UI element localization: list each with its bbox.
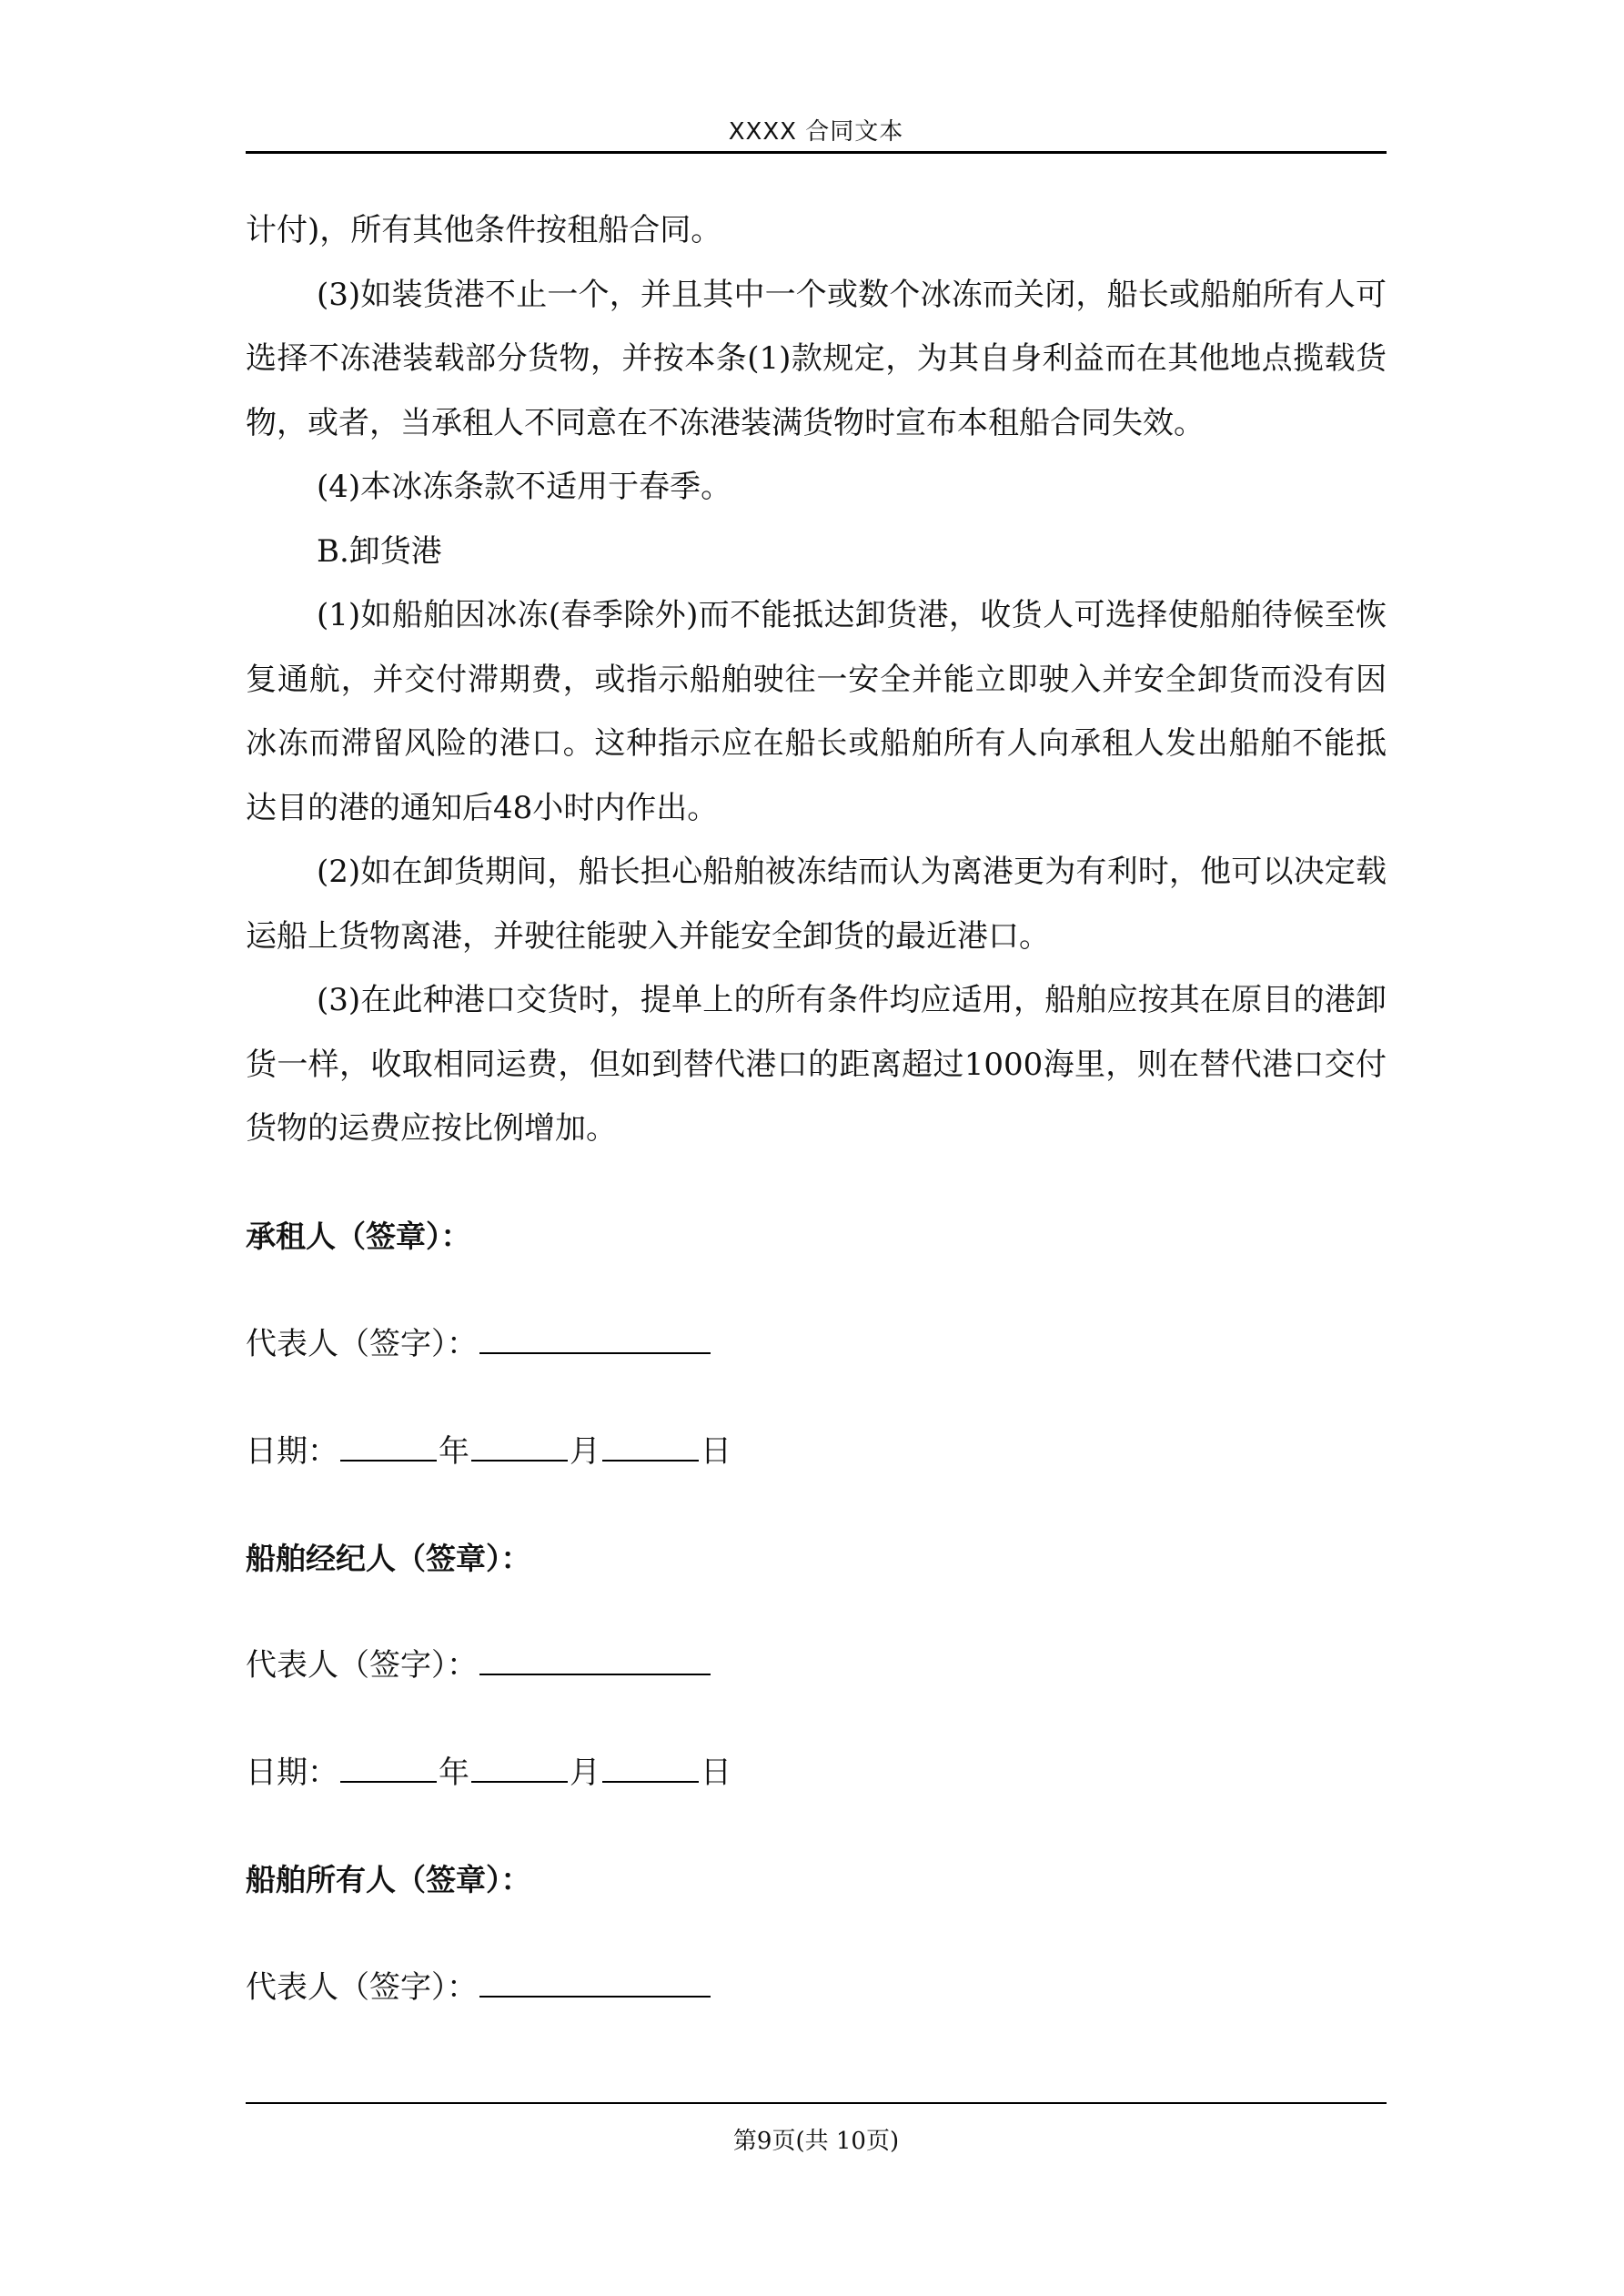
section-heading-discharge-port: B.卸货港 — [317, 532, 442, 570]
charterer-year-blank[interactable] — [340, 1429, 437, 1462]
paragraph-continuation: 计付)，所有其他条件按租船合同。 — [246, 212, 722, 248]
broker-month-label: 月 — [570, 1755, 600, 1791]
broker-year-label: 年 — [439, 1755, 469, 1791]
owner-title: 船舶所有人（签章）： — [246, 1862, 531, 1897]
charterer-date-row — [246, 1429, 1387, 1474]
charterer-representative-label: 代表人（签字）： — [246, 1326, 478, 1362]
owner-representative-signature-line[interactable] — [479, 1965, 711, 1998]
charterer-month-label: 月 — [570, 1433, 600, 1470]
paragraph-clause-3: (3)如装货港不止一个，并且其中一个或数个冰冻而关闭，船长或船舶所有人可选择不冻港装载部分货物，并按本条(1)款规定，为其自身利益而在其他地点揽载货物，或者，当承租人不同意在不冻港装满货物时宣布本租船合同失效。 — [246, 276, 1387, 441]
owner-representative-row — [246, 1965, 1387, 2010]
broker-representative-signature-line[interactable] — [479, 1643, 711, 1675]
page-number: 第9页(共 10页) — [732, 2128, 900, 2155]
paragraph-discharge-2: (2)如在卸货期间，船长担心船舶被冻结而认为离港更为有利时，他可以决定载运船上货物离港，并驶往能驶入并能安全卸货的最近港口。 — [246, 854, 1387, 955]
charterer-year-label: 年 — [439, 1433, 469, 1470]
header-rule — [246, 151, 1387, 154]
paragraph-discharge-3: (3)在此种港口交货时，提单上的所有条件均应适用，船舶应按其在原目的港卸货一样，收取相同运费，但如到替代港口的距离超过1000海里，则在替代港口交付货物的运费应按比例增加。 — [246, 982, 1387, 1147]
broker-title: 船舶经纪人（签章）： — [246, 1541, 531, 1576]
paragraph-clause-4: (4)本冰冻条款不适用于春季。 — [317, 469, 732, 505]
charterer-representative-signature-line[interactable] — [479, 1321, 711, 1354]
charterer-month-blank[interactable] — [471, 1429, 568, 1462]
broker-date-row — [246, 1750, 1387, 1795]
charterer-representative-row — [246, 1321, 1387, 1367]
broker-title-row — [246, 1536, 1387, 1582]
broker-year-blank[interactable] — [340, 1750, 437, 1783]
paragraph-discharge-1: (1)如船舶因冰冻(春季除外)而不能抵达卸货港，收货人可选择使船舶待候至恢复通航，并交付滞期费，或指示船舶驶往一安全并能立即驶入并安全卸货而没有因冰冻而滞留风险的港口。这种指示应在船长或船舶所有人向承租人发出船舶不能抵达目的港的通知后48小时内作出。 — [246, 597, 1387, 826]
charterer-title: 承租人（签章）： — [246, 1219, 471, 1254]
charterer-date-label: 日期： — [246, 1433, 338, 1470]
owner-representative-label: 代表人（签字）： — [246, 1969, 478, 2006]
broker-representative-row — [246, 1643, 1387, 1688]
broker-date-label: 日期： — [246, 1755, 338, 1791]
charterer-day-label: 日 — [701, 1433, 731, 1470]
owner-title-row — [246, 1857, 1387, 1903]
charterer-day-blank[interactable] — [602, 1429, 699, 1462]
page-header-title: XXXX 合同文本 — [728, 118, 904, 146]
broker-representative-label: 代表人（签字）： — [246, 1647, 478, 1684]
footer-rule — [246, 2102, 1387, 2104]
broker-month-blank[interactable] — [471, 1750, 568, 1783]
charterer-title-row — [246, 1214, 1387, 1259]
broker-day-label: 日 — [701, 1755, 731, 1791]
broker-day-blank[interactable] — [602, 1750, 699, 1783]
contract-body — [246, 198, 1387, 1161]
